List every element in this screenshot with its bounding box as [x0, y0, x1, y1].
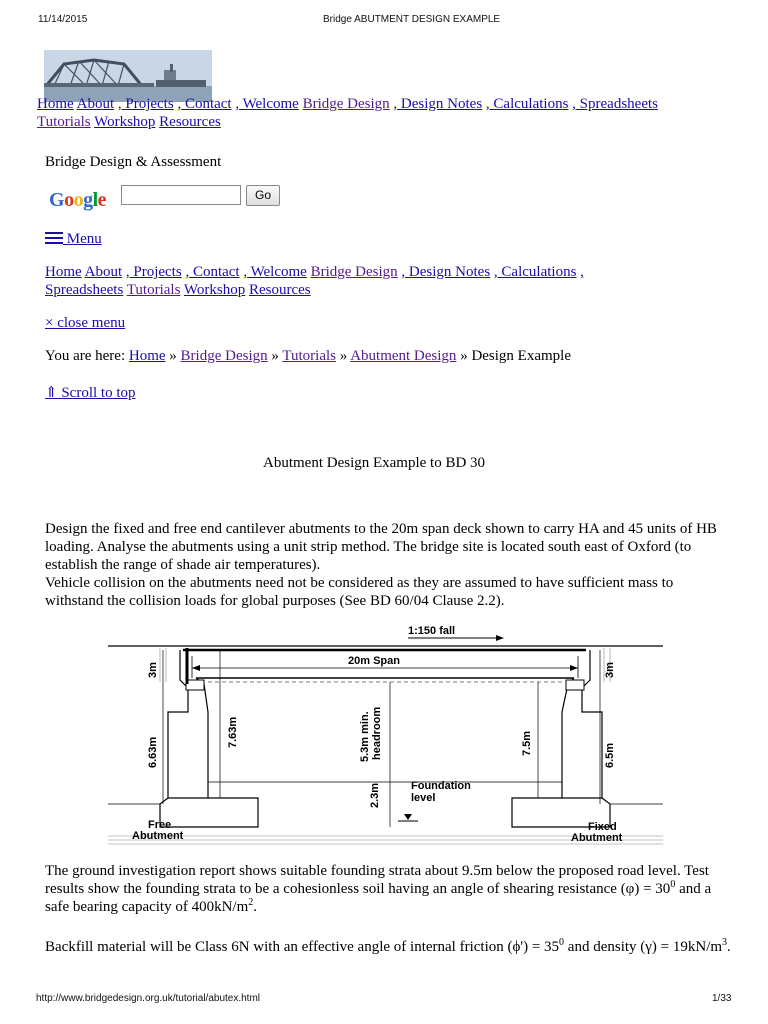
search-input[interactable] [121, 185, 241, 205]
foundation-label-2: level [411, 792, 436, 804]
fixed-label-2: Abutment [571, 832, 623, 844]
dim-6-63m: 6.63m [147, 736, 159, 768]
foundation-label-1: Foundation [411, 780, 471, 792]
nav-resources[interactable]: Resources [159, 114, 221, 130]
print-date: 11/14/2015 [38, 14, 88, 25]
dim-3m-right: 3m [604, 662, 616, 678]
breadcrumb-prefix: You are here: [45, 348, 126, 364]
google-logo: Google [49, 189, 107, 211]
top-nav [37, 95, 658, 113]
breadcrumb-bridge-design[interactable]: Bridge Design [180, 348, 268, 364]
hamburger-icon [45, 232, 63, 244]
headroom-line1: 5.3m min. [359, 711, 371, 762]
menu-nav-row2 [45, 281, 311, 299]
backfill-paragraph: Backfill material will be Class 6N with an effective angle of internal friction $(\phi') = 35^0$ and density $(\gamma) = 19kN/m^3$. [45, 937, 731, 955]
menu-projects[interactable]: , Projects [125, 264, 182, 280]
span-label: 20m Span [348, 655, 400, 667]
breadcrumb-sep: » [271, 348, 279, 364]
breadcrumb-sep: » [460, 348, 468, 364]
menu-welcome[interactable]: , Welcome [243, 264, 307, 280]
nav-contact[interactable]: , Contact [177, 96, 232, 112]
breadcrumb-tutorials[interactable]: Tutorials [282, 348, 336, 364]
menu-toggle[interactable] [45, 230, 102, 248]
menu-bridge-design[interactable]: Bridge Design [310, 264, 398, 280]
breadcrumb [45, 347, 571, 365]
nav-spreadsheets[interactable]: , Spreadsheets [572, 96, 658, 112]
free-label-1: Free [148, 819, 172, 831]
fixed-label-1: Fixed [588, 821, 617, 833]
dim-3m-left: 3m [147, 662, 159, 678]
print-url: http://www.bridgedesign.org.uk/tutorial/abutex.html [36, 993, 261, 1004]
breadcrumb-current: Design Example [471, 348, 571, 364]
menu-calculations[interactable]: , Calculations [493, 264, 577, 280]
dim-6-5m: 6.5m [604, 742, 616, 768]
menu-workshop[interactable]: Workshop [183, 282, 246, 298]
site-tagline: Bridge Design & Assessment [45, 154, 222, 170]
dim-7-63m: 7.63m [227, 716, 239, 748]
menu-about[interactable]: About [84, 264, 123, 280]
print-title: Bridge ABUTMENT DESIGN EXAMPLE [323, 14, 501, 25]
nav-projects[interactable]: , Projects [117, 96, 174, 112]
intro-paragraph-2: Vehicle collision on the abutments need not be considered as they are assumed to have sufficient mass to withstand the collision loads for global purposes (See BD 60/04 Clause 2.2). [45, 575, 674, 609]
scroll-to-top-link[interactable]: ⇑ Scroll to top [45, 385, 136, 401]
nav-about[interactable]: About [76, 96, 115, 112]
breadcrumb-sep: » [169, 348, 177, 364]
top-nav-row2 [37, 113, 221, 131]
fall-label: 1:150 fall [408, 625, 456, 637]
breadcrumb-sep: » [339, 348, 348, 364]
breadcrumb-abutment-design[interactable]: Abutment Design [350, 348, 457, 364]
menu-contact[interactable]: , Contact [185, 264, 240, 280]
nav-home[interactable]: Home [37, 96, 74, 112]
menu-comma[interactable]: , [580, 264, 584, 280]
ground-investigation-paragraph: The ground investigation report shows suitable founding strata about 9.5m below the proposed road level. Test results show the founding strata to be a cohesionless soil having an angle of shearing resistance $(\varphi) = 30^0$ and a safe bearing capacity of $400kN/m^2$. [45, 863, 712, 915]
nav-tutorials[interactable]: Tutorials [37, 114, 91, 130]
nav-workshop[interactable]: Workshop [94, 114, 156, 130]
nav-design-notes[interactable]: , Design Notes [393, 96, 483, 112]
headroom-line2: headroom [371, 706, 383, 760]
nav-calculations[interactable]: , Calculations [485, 96, 569, 112]
nav-welcome[interactable]: , Welcome [235, 96, 299, 112]
intro-paragraph-1: Design the fixed and free end cantilever abutments to the 20m span deck shown to carry HA and 45 units of HB loading. Analyse the abutments using a unit strip method. The bridge site is located south east of Oxford (to establish the range of shade air temperatures). [45, 521, 717, 573]
menu-nav [45, 263, 584, 281]
menu-tutorials[interactable]: Tutorials [126, 282, 181, 298]
menu-spreadsheets[interactable]: Spreadsheets [45, 282, 124, 298]
dim-7-5m: 7.5m [521, 730, 533, 756]
search-go-button[interactable]: Go [246, 185, 280, 206]
breadcrumb-home[interactable]: Home [128, 348, 166, 364]
abutment-elevation-drawing [108, 622, 663, 847]
close-menu-link[interactable]: × close menu [45, 315, 126, 331]
menu-label[interactable]: Menu [63, 231, 102, 247]
print-page-number: 1/33 [712, 993, 732, 1004]
nav-bridge-design[interactable]: Bridge Design [302, 96, 390, 112]
page-heading: Abutment Design Example to BD 30 [263, 455, 486, 471]
menu-home[interactable]: Home [45, 264, 82, 280]
free-label-2: Abutment [132, 830, 184, 842]
dim-2-3m: 2.3m [369, 782, 381, 808]
menu-design-notes[interactable]: , Design Notes [401, 264, 491, 280]
menu-resources[interactable]: Resources [248, 282, 311, 298]
